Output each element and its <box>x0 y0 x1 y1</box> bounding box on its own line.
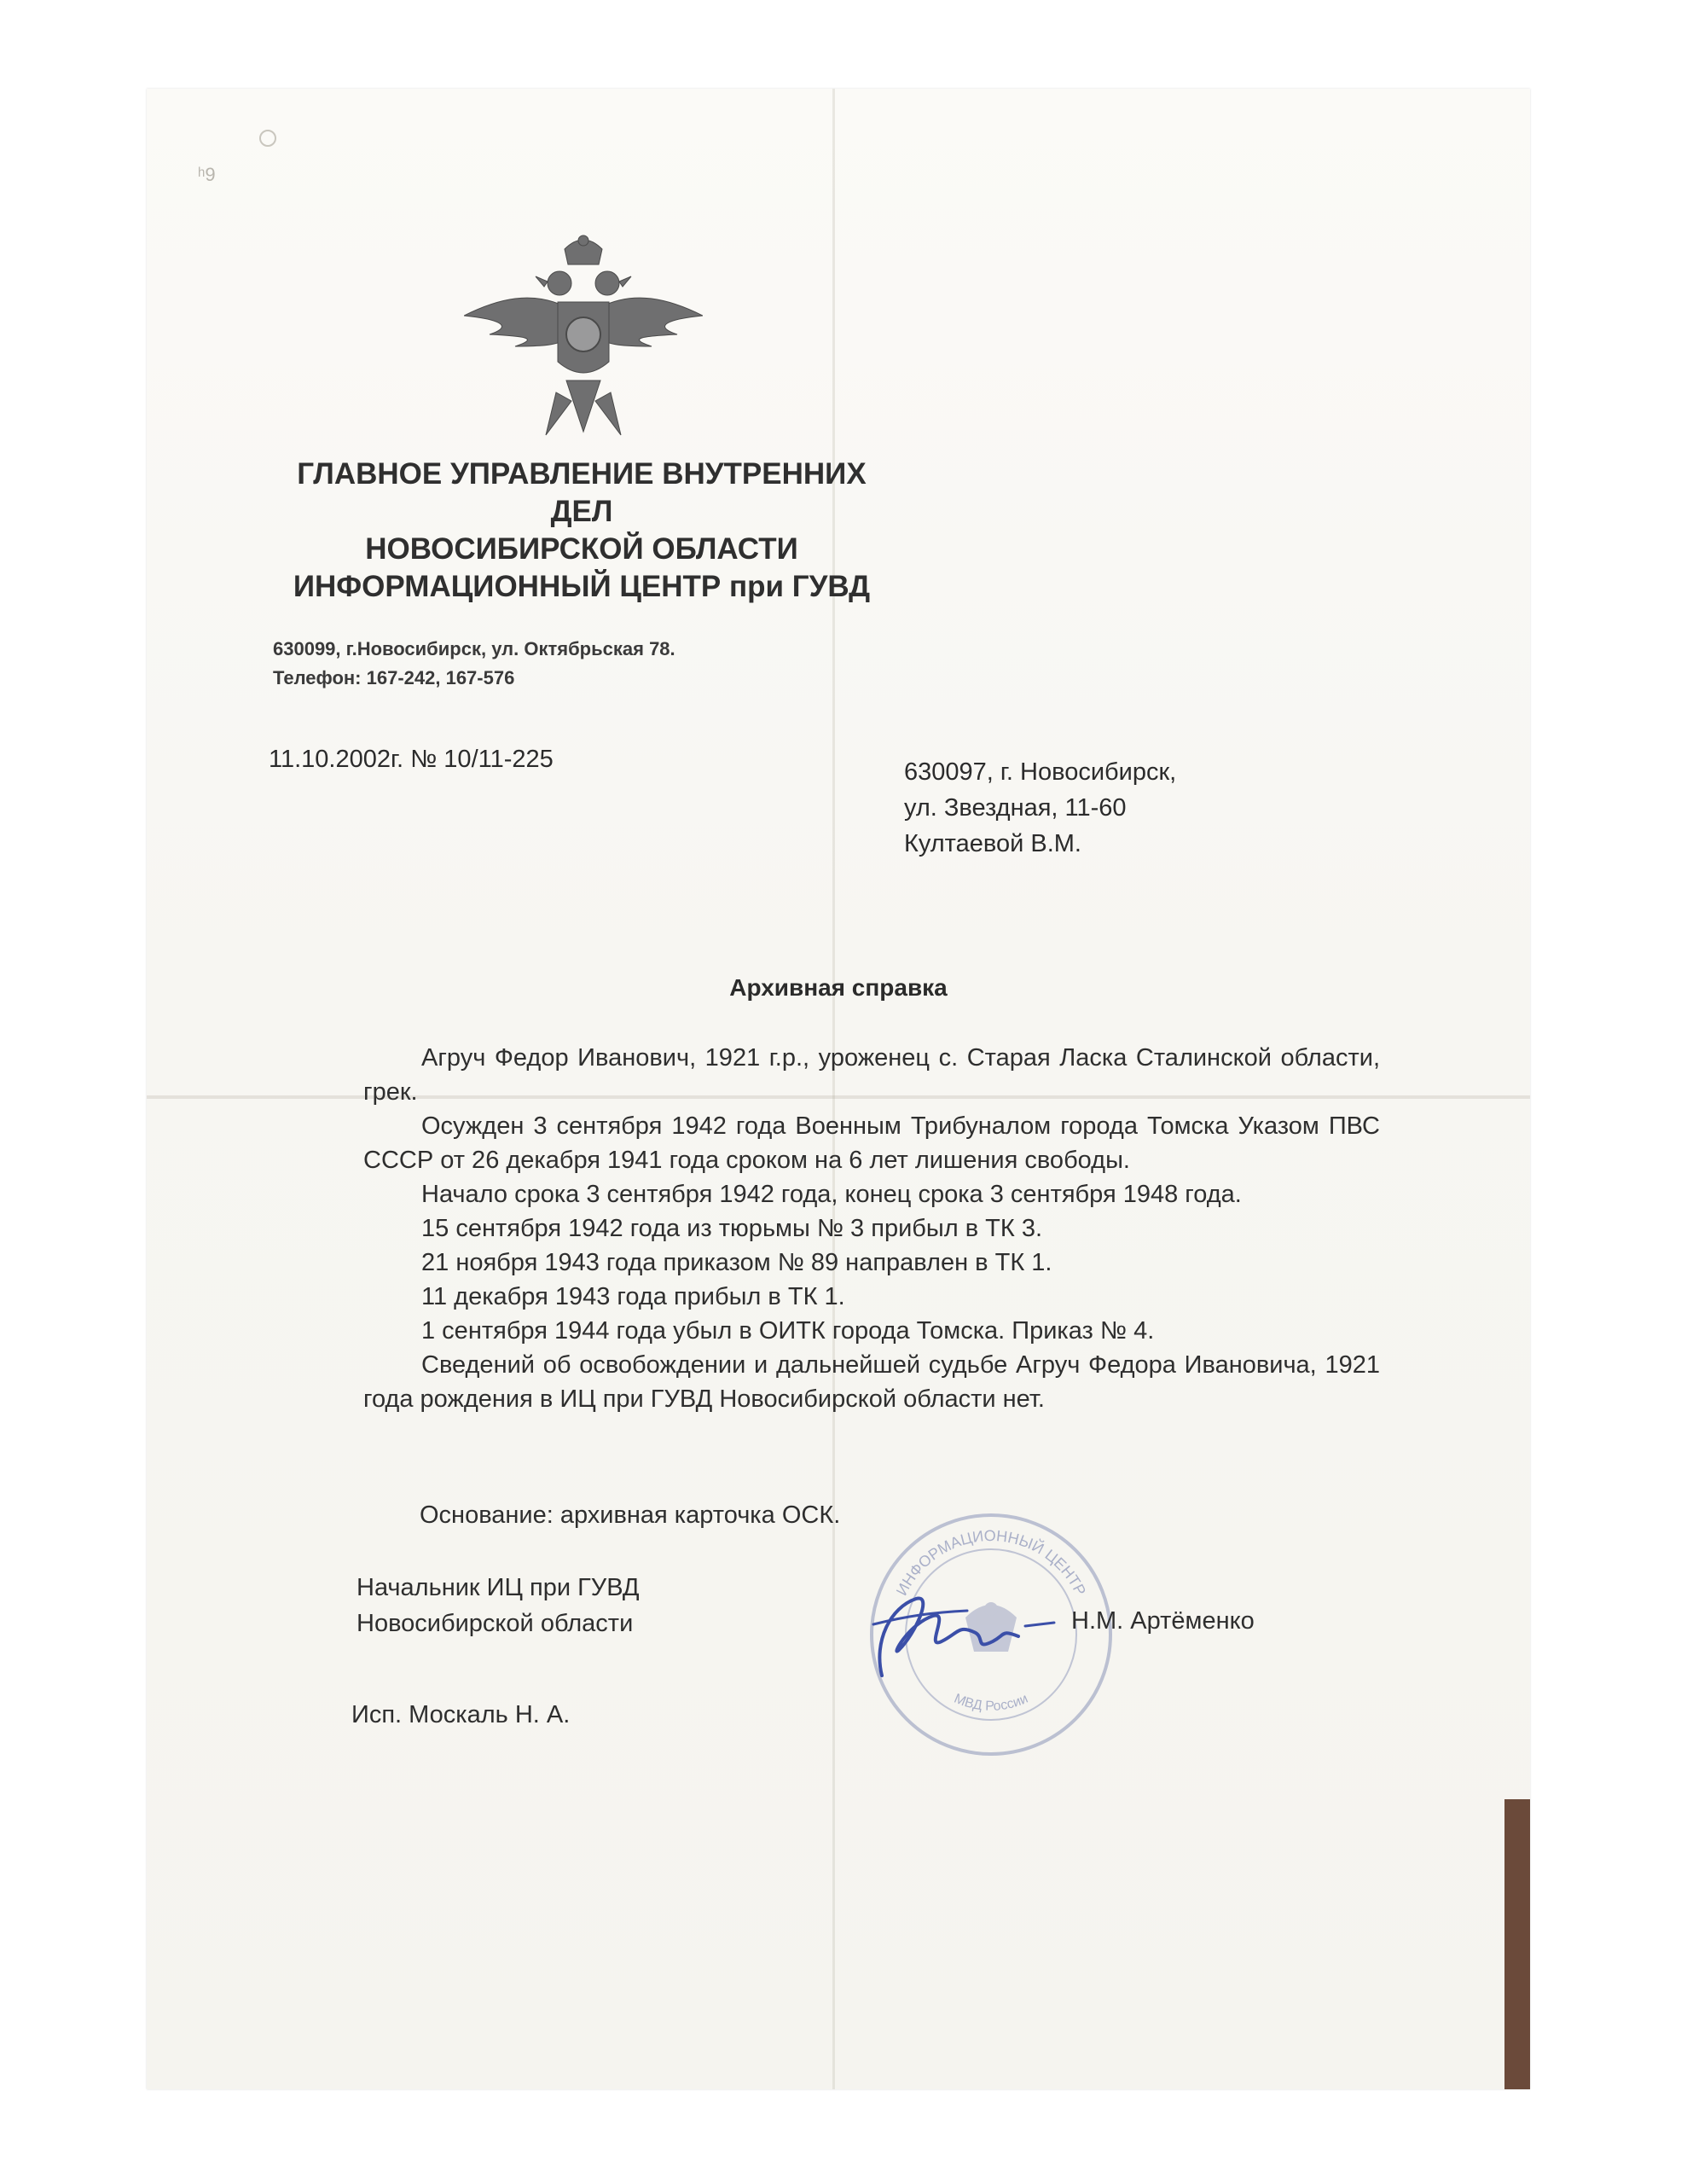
org-line-4: ИНФОРМАЦИОННЫЙ ЦЕНТР при ГУВД <box>293 570 871 603</box>
document-title: Архивная справка <box>729 974 948 1001</box>
document-date-number: 11.10.2002г. № 10/11-225 <box>269 746 554 773</box>
org-line-1: ГЛАВНОЕ УПРАВЛЕНИЕ ВНУТРЕННИХ <box>297 457 867 491</box>
list-item: 15 сентября 1942 года из тюрьмы № 3 прибыл в ТК 3. <box>421 1215 1043 1242</box>
stamp-text-top: ИНФОРМАЦИОННЫЙ ЦЕНТР <box>892 1526 1090 1599</box>
executor-name: Исп. Москаль Н. А. <box>351 1701 571 1728</box>
org-line-3: НОВОСИБИРСКОЙ ОБЛАСТИ <box>365 532 798 566</box>
basis-line: Основание: архивная карточка ОСК. <box>420 1502 841 1529</box>
document-page <box>147 89 1530 2089</box>
org-line-2: ДЕЛ <box>550 495 613 528</box>
document-body <box>363 1041 1380 1416</box>
paragraph-sentence: Осужден 3 сентября 1942 года Военным Трибуналом города Томска Указом ПВС СССР от 26 декабря 1941 года сроком на 6 лет лишения свободы. <box>363 1112 1380 1174</box>
torn-corner <box>1504 1799 1530 2089</box>
stamp-text-bottom: МВД России <box>952 1691 1030 1714</box>
chief-line-2: Новосибирской области <box>357 1610 634 1637</box>
chief-line-1: Начальник ИЦ при ГУВД <box>357 1574 640 1601</box>
paragraph-conclusion: Сведений об освобождении и дальнейшей судьбе Агруч Федора Ивановича, 1921 года рождения в ИЦ при ГУВД Новосибирской области нет. <box>363 1351 1380 1413</box>
svg-text:МВД России <box>952 1692 1030 1714</box>
chief-title <box>357 1570 640 1641</box>
recipient-block <box>904 754 1176 862</box>
paragraph-identity: Агруч Федор Иванович, 1921 г.р., уроженец с. Старая Ласка Сталинской области, грек. <box>363 1044 1380 1106</box>
recipient-line-3: Култаевой В.М. <box>904 830 1081 857</box>
recipient-line-1: 630097, г. Новосибирск, <box>904 758 1177 786</box>
handwritten-signature <box>856 1573 1061 1693</box>
list-item: Начало срока 3 сентября 1942 года, конец срока 3 сентября 1948 года. <box>421 1181 1242 1208</box>
org-address-block <box>273 635 675 693</box>
corner-pencil-mark: ʰ9 <box>198 164 216 185</box>
recipient-line-2: ул. Звездная, 11-60 <box>904 794 1127 822</box>
list-item: 1 сентября 1944 года убыл в ОИТК города Томска. Приказ № 4. <box>421 1317 1155 1345</box>
list-item: 21 ноября 1943 года приказом № 89 направлен в ТК 1. <box>421 1249 1052 1276</box>
org-address: 630099, г.Новосибирск, ул. Октябрьская 78. <box>273 638 675 659</box>
organization-header <box>275 456 889 606</box>
signer-name: Н.М. Артёменко <box>1071 1607 1255 1635</box>
org-phone: Телефон: 167-242, 167-576 <box>273 667 515 688</box>
eagle-emblem-icon <box>464 230 703 461</box>
corner-mark-circle <box>259 130 276 147</box>
list-item: 11 декабря 1943 года прибыл в ТК 1. <box>421 1283 845 1310</box>
